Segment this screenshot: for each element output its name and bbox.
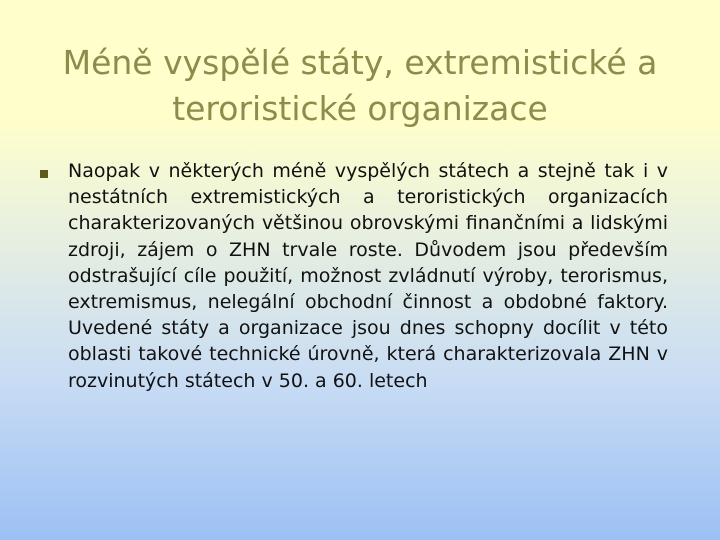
bullet-list: [40, 158, 668, 394]
bullet-item: [40, 158, 668, 394]
slide-title: Méně vyspělé státy, extremistické a teroristické organizace: [62, 43, 658, 128]
bullet-text: Naopak v některých méně vyspělých státech a stejně tak i v nestátních extremistických a teroristických organizacích charakterizovaných většinou obrovskými finančními a lidskými zdroji, zájem o ZHN trvale roste. Důvodem jsou především odstrašující cíle použití, možnost zvládnutí výroby, terorismus, extremismus, nelegální obchodní činnost a obdobné faktory. Uvedené státy a organizace jsou dnes schopny docílit v této oblasti takové technické úrovně, která charakterizovala ZHN v rozvinutých státech v 50. a 60. letech: [68, 160, 668, 392]
square-bullet-icon: [40, 170, 48, 178]
